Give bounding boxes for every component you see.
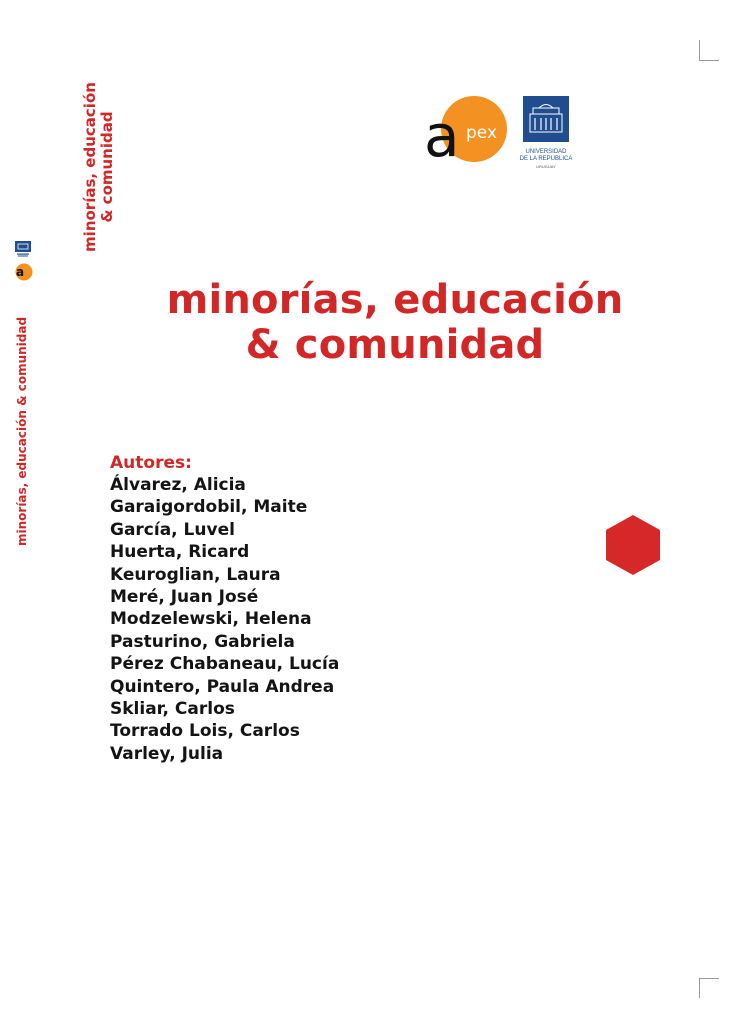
udelar-logo-small-icon — [14, 240, 32, 258]
svg-text:a: a — [16, 265, 25, 279]
author-name: Skliar, Carlos — [110, 699, 235, 720]
udelar-logo-icon — [519, 96, 573, 148]
author-name: Meré, Juan José — [110, 587, 259, 608]
author-name: García, Luvel — [110, 519, 235, 540]
author-name: Álvarez, Alicia — [110, 475, 246, 495]
spine-title-line2: & comunidad — [98, 111, 116, 223]
author-name: Modzelewski, Helena — [110, 609, 312, 630]
apex-logo-letter: a — [424, 102, 460, 164]
authors-label: Autores: — [110, 453, 192, 473]
crop-mark-top-vertical — [699, 40, 700, 60]
udelar-caption-line3: URUGUAY — [536, 164, 556, 169]
book-title — [150, 278, 640, 368]
udelar-caption-line2: DE LA REPUBLICA — [519, 156, 573, 162]
apex-logo-text: pex — [466, 123, 498, 143]
crop-mark-bottom-horizontal — [699, 978, 719, 979]
udelar-caption-line1: UNIVERSIDAD — [525, 149, 567, 155]
author-name: Pérez Chabaneau, Lucía — [110, 654, 340, 675]
spine-side-text-label: minorías, educación & comunidad — [15, 316, 29, 546]
apex-logo — [424, 94, 508, 164]
spine-title — [81, 82, 116, 252]
author-name: Garaigordobil, Maite — [110, 497, 308, 518]
crop-mark-bottom-vertical — [699, 978, 700, 998]
author-name: Pasturino, Gabriela — [110, 631, 295, 652]
author-name: Keuroglian, Laura — [110, 564, 281, 585]
apex-logo-small-icon — [13, 262, 33, 282]
spine-title-line1: minorías, educación — [81, 82, 99, 252]
author-list — [110, 474, 450, 765]
spine-side-text — [14, 296, 30, 546]
author-name: Torrado Lois, Carlos — [110, 721, 300, 742]
author-name: Huerta, Ricard — [110, 542, 250, 563]
udelar-caption — [515, 149, 577, 170]
author-name: Quintero, Paula Andrea — [110, 676, 335, 697]
crop-mark-top-horizontal — [699, 60, 719, 61]
book-title-line1: minorías, educación — [166, 277, 624, 323]
book-title-line2: & comunidad — [245, 322, 545, 368]
hexagon-icon — [604, 514, 662, 576]
author-name: Varley, Julia — [110, 743, 224, 764]
authors-section — [110, 452, 450, 765]
